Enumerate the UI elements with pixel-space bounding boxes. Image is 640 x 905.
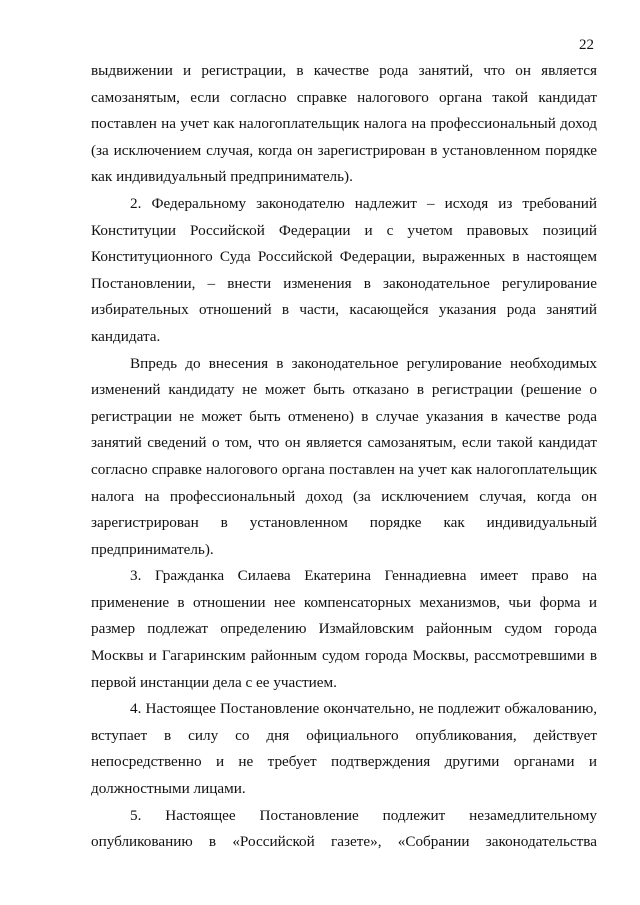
paragraph-interim-rule: Впредь до внесения в законодательное регулирование необходимых изменений кандидату не может быть отказано в регистрации (решение о регистрации не может быть отменено) в случае указания в качестве рода занятий сведений о том, что он является самозанятым, если такой кандидат согласно справке налогового органа поставлен на учет как налогоплательщик налога на профессиональный доход (за исключением случая, когда он зарегистрирован в установленном порядке как индивидуальный предприниматель). [91,354,597,558]
paragraph-item-3: 3. Гражданка Силаева Екатерина Геннадиевна имеет право на применение в отношении нее компенсаторных механизмов, чьи форма и размер подлежат определению Измайловским районным судом города Москвы и Гагаринским районным судом города Москвы, рассмотревшими в первой инстанции дела с ее участием. [91,567,597,691]
paragraph-item-2: 2. Федеральному законодателю надлежит – исходя из требований Конституции Российской Федерации и с учетом правовых позиций Конституционного Суда Российской Федерации, выраженных в настоящем Постановлении, – внести изменения в законодательное регулирование избирательных отношений в части, касающейся указания рода занятий кандидата. [91,194,597,345]
document-body [91,58,597,856]
paragraph-item-4: 4. Настоящее Постановление окончательно, не подлежит обжалованию, вступает в силу со дня официального опубликования, действует непосредственно и не требует подтверждения другими органами и должностными лицами. [91,700,597,798]
paragraph-item-5: 5. Настоящее Постановление подлежит незамедлительному опубликованию в «Российской газете», «Собрании законодательства [91,806,597,851]
paragraph-continuation: выдвижении и регистрации, в качестве рода занятий, что он является самозанятым, если согласно справке налогового органа такой кандидат поставлен на учет как налогоплательщик налога на профессиональный доход (за исключением случая, когда он зарегистрирован в установленном порядке как индивидуальный предприниматель). [91,62,597,186]
page-number: 22 [579,37,594,53]
